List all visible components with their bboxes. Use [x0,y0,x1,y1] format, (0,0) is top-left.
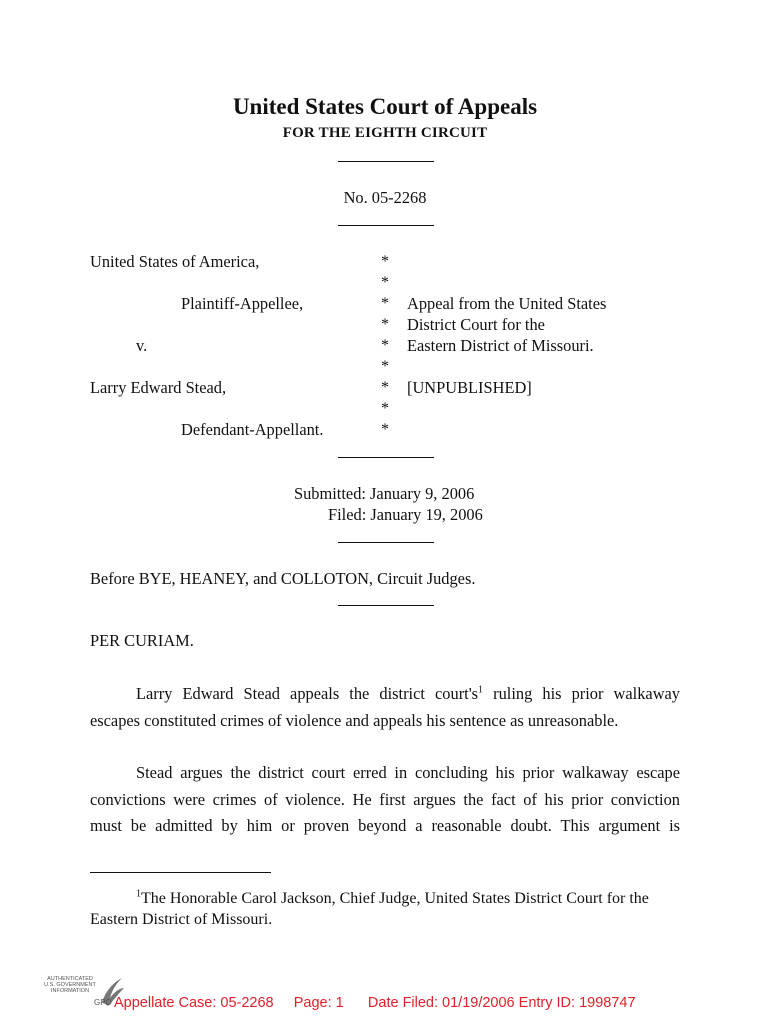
caption-star: * [381,379,389,396]
caption-star: * [381,400,389,417]
gpo-text-line: U.S. GOVERNMENT [44,982,96,988]
gpo-text-line: AUTHENTICATED [47,976,93,982]
per-curiam: PER CURIAM. [90,631,194,650]
filed-date: Filed: January 19, 2006 [328,505,483,524]
paragraph-line [90,681,680,708]
divider [338,225,434,226]
caption-star: * [381,421,389,438]
caption-star: * [381,253,389,270]
eagle-icon [44,972,124,1012]
footnote-line: Eastern District of Missouri. [90,911,273,928]
footnote-divider [90,872,271,873]
gpo-authentication-logo [44,972,124,1012]
appeal-from-line2: District Court for the [407,315,545,334]
caption-star: * [381,337,389,354]
footnote [90,888,680,930]
versus: v. [136,336,148,355]
text-segment: ruling his prior walkaway [483,684,680,703]
party-appellee: United States of America, [90,252,260,271]
text-segment: Larry Edward Stead appeals the district court's [136,684,479,703]
filing-stamp: Appellate Case: 05-2268 Page: 1 Date Filed: 01/19/2006 Entry ID: 1998747 [114,995,636,1011]
caption-star: * [381,316,389,333]
circuit-name: FOR THE EIGHTH CIRCUIT [282,125,488,141]
court-title: United States Court of Appeals [232,94,538,119]
opinion-paragraph-1 [90,681,680,734]
footnote-marker: 1 [136,888,141,900]
divider [338,457,434,458]
text-segment: The Honorable Carol Jackson, Chief Judge, United States District Court for the [141,890,649,907]
paragraph-line: escapes constituted crimes of violence and appeals his sentence as unreasonable. [90,710,619,730]
publication-status: [UNPUBLISHED] [407,378,532,397]
gpo-text-line: INFORMATION [50,988,90,994]
caption-star: * [381,274,389,291]
opinion-paragraph-2 [90,760,680,840]
caption-star: * [381,295,389,312]
paragraph-line: must be admitted by him or proven beyond a reasonable doubt. This argument is [90,816,680,835]
divider [338,542,434,543]
divider [338,605,434,606]
submitted-date: Submitted: January 9, 2006 [294,484,475,503]
paragraph-line: Stead argues the district court erred in concluding his prior walkaway escape [136,763,680,782]
role-appellee: Plaintiff-Appellee, [181,294,304,313]
footnote-reference: 1 [478,684,484,696]
appeal-from-line3: Eastern District of Missouri. [407,336,594,355]
gpo-mark: GPO [94,998,112,1007]
footnote-line [90,888,680,909]
case-number: No. 05-2268 [343,188,427,207]
appeal-from-line1: Appeal from the United States [407,294,607,313]
paragraph-line: convictions were crimes of violence. He first argues the fact of his prior conviction [90,789,680,809]
party-appellant: Larry Edward Stead, [90,378,227,397]
caption-star: * [381,358,389,375]
panel-judges: Before BYE, HEANEY, and COLLOTON, Circuit Judges. [90,569,476,588]
role-appellant: Defendant-Appellant. [181,420,324,439]
divider [338,161,434,162]
